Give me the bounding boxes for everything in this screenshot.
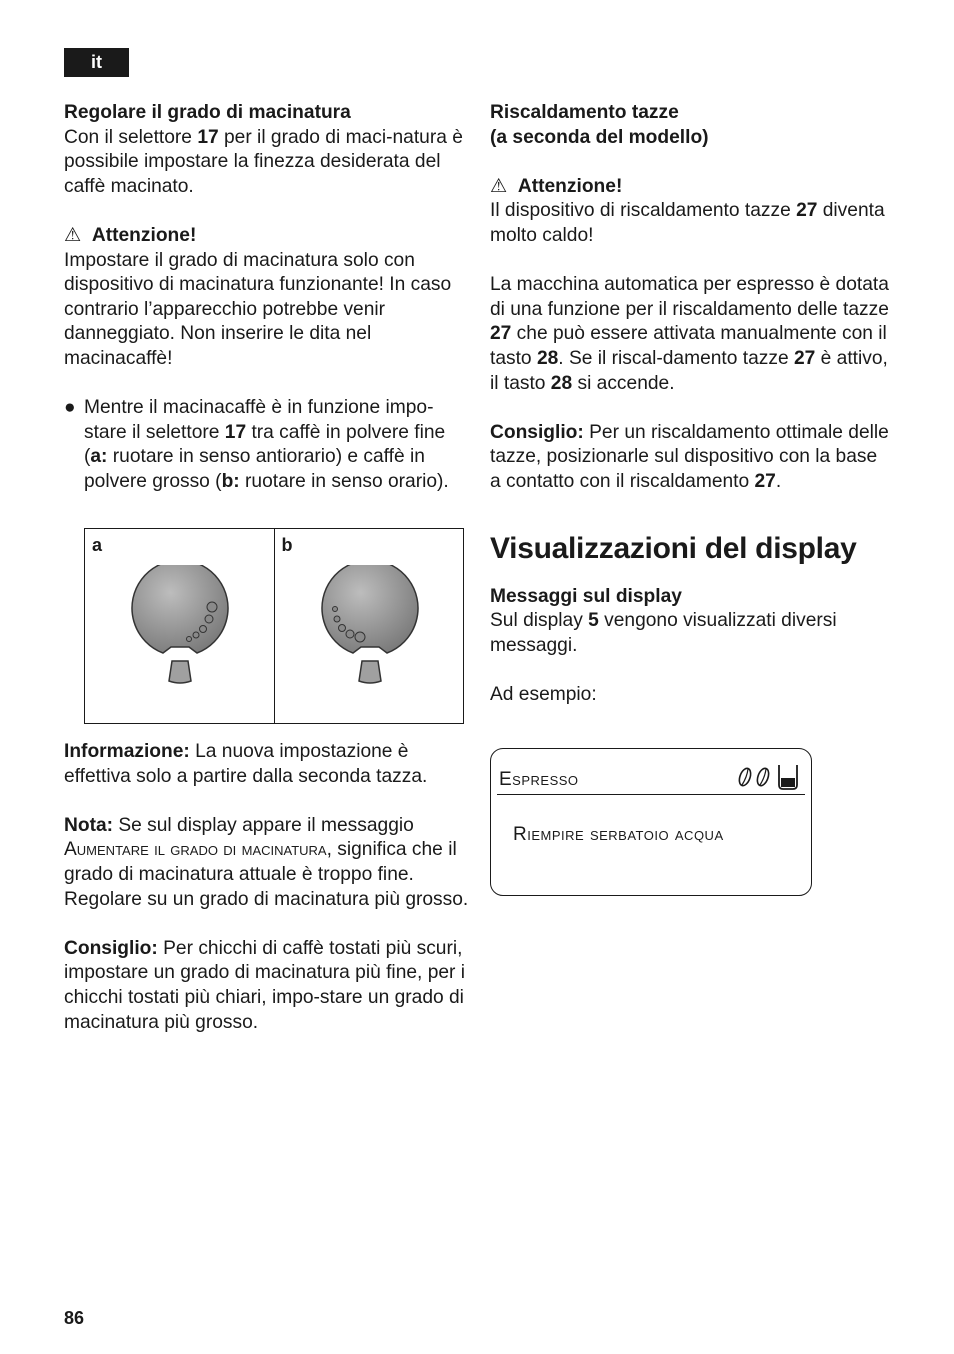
warning-text: Il dispositivo di riscaldamento tazze 27 diventa molto caldo! (490, 200, 885, 246)
tip-paragraph: Consiglio: Per chicchi di caffè tostati più scuri, impostare un grado di macinatura più fine, per i chicchi tostati più chiari, impo-stare un grado di macinatura più grosso. (64, 937, 466, 1033)
bean-icon (737, 767, 753, 787)
figure-label-b: b (281, 535, 293, 555)
note-paragraph: Nota: Se sul display appare il messaggio Aumentare il grado di macinatura, significa che il grado di macinatura attuale è troppo fine. Regolare su un grado di macinatura più grosso. (64, 814, 469, 910)
warning-text: Impostare il grado di macinatura solo con dispositivo di macinatura funzionante! In caso contrario l’apparecchio potrebbe venir danneggiato. Non inserire le dita nel macinacaffè! (64, 249, 452, 369)
warning-icon: ⚠ (490, 175, 508, 197)
section-heading: Regolare il grado di macinatura (64, 102, 351, 123)
example-label: Ad esempio: (490, 683, 597, 705)
tip-paragraph: Consiglio: Per un riscaldamento ottimale delle tazze, posizionarle sul dispositivo con la base a contatto con il riscaldamento 27. (490, 421, 889, 492)
warning-heading: ⚠ Attenzione! (490, 175, 623, 197)
figure-panel-a (85, 529, 274, 723)
cup-icon (779, 765, 797, 789)
left-column (64, 101, 469, 495)
right-column (490, 101, 890, 707)
display-header (497, 761, 805, 795)
page-title: Visualizzazioni del display (490, 531, 857, 565)
warning-heading: ⚠ Attenzione! (64, 224, 197, 246)
display-title: Espresso (499, 769, 579, 790)
strength-icons (735, 761, 805, 791)
bullet-icon: ● (64, 397, 76, 419)
subsection-heading: Messaggi sul display (490, 585, 682, 607)
bullet-item: ● Mentre il macinacaffè è in funzione impo-stare il selettore 17 tra caffè in polvere fine (a: ruotare in senso antiorario) e caffè in polvere grosso (b: ruotare in senso orario). (64, 397, 449, 492)
left-column-lower (64, 740, 469, 1035)
info-paragraph: Informazione: La nuova impostazione è effettiva solo a partire dalla seconda tazza. (64, 741, 428, 787)
display-message-reference: Aumentare il grado di macinatura (64, 839, 327, 861)
grinder-figure (84, 528, 464, 724)
figure-panel-b (274, 529, 464, 723)
display-example (490, 748, 812, 896)
intro-paragraph: Con il selettore 17 per il grado di maci-natura è possibile impostare la finezza desiderata del caffè macinato. (64, 126, 463, 197)
display-intro: Sul display 5 vengono visualizzati diversi messaggi. (490, 610, 837, 656)
cup-heating-paragraph: La macchina automatica per espresso è dotata di una funzione per il riscaldamento delle tazze 27 che può essere attivata manualmente con il tasto 28. Se il riscal-damento tazze 27 è attivo, il tasto 28 si accende. (490, 274, 889, 394)
bean-icon (755, 767, 771, 787)
grinder-knob-b-icon (315, 565, 425, 685)
grinder-knob-a-icon (125, 565, 235, 685)
warning-icon: ⚠ (64, 224, 82, 246)
language-tab: it (64, 48, 129, 77)
display-message: Riempire serbatoio acqua (513, 824, 724, 845)
section-heading: Riscaldamento tazze (a seconda del modello) (490, 102, 709, 148)
page-number: 86 (64, 1308, 85, 1328)
figure-label-a: a (92, 535, 103, 555)
